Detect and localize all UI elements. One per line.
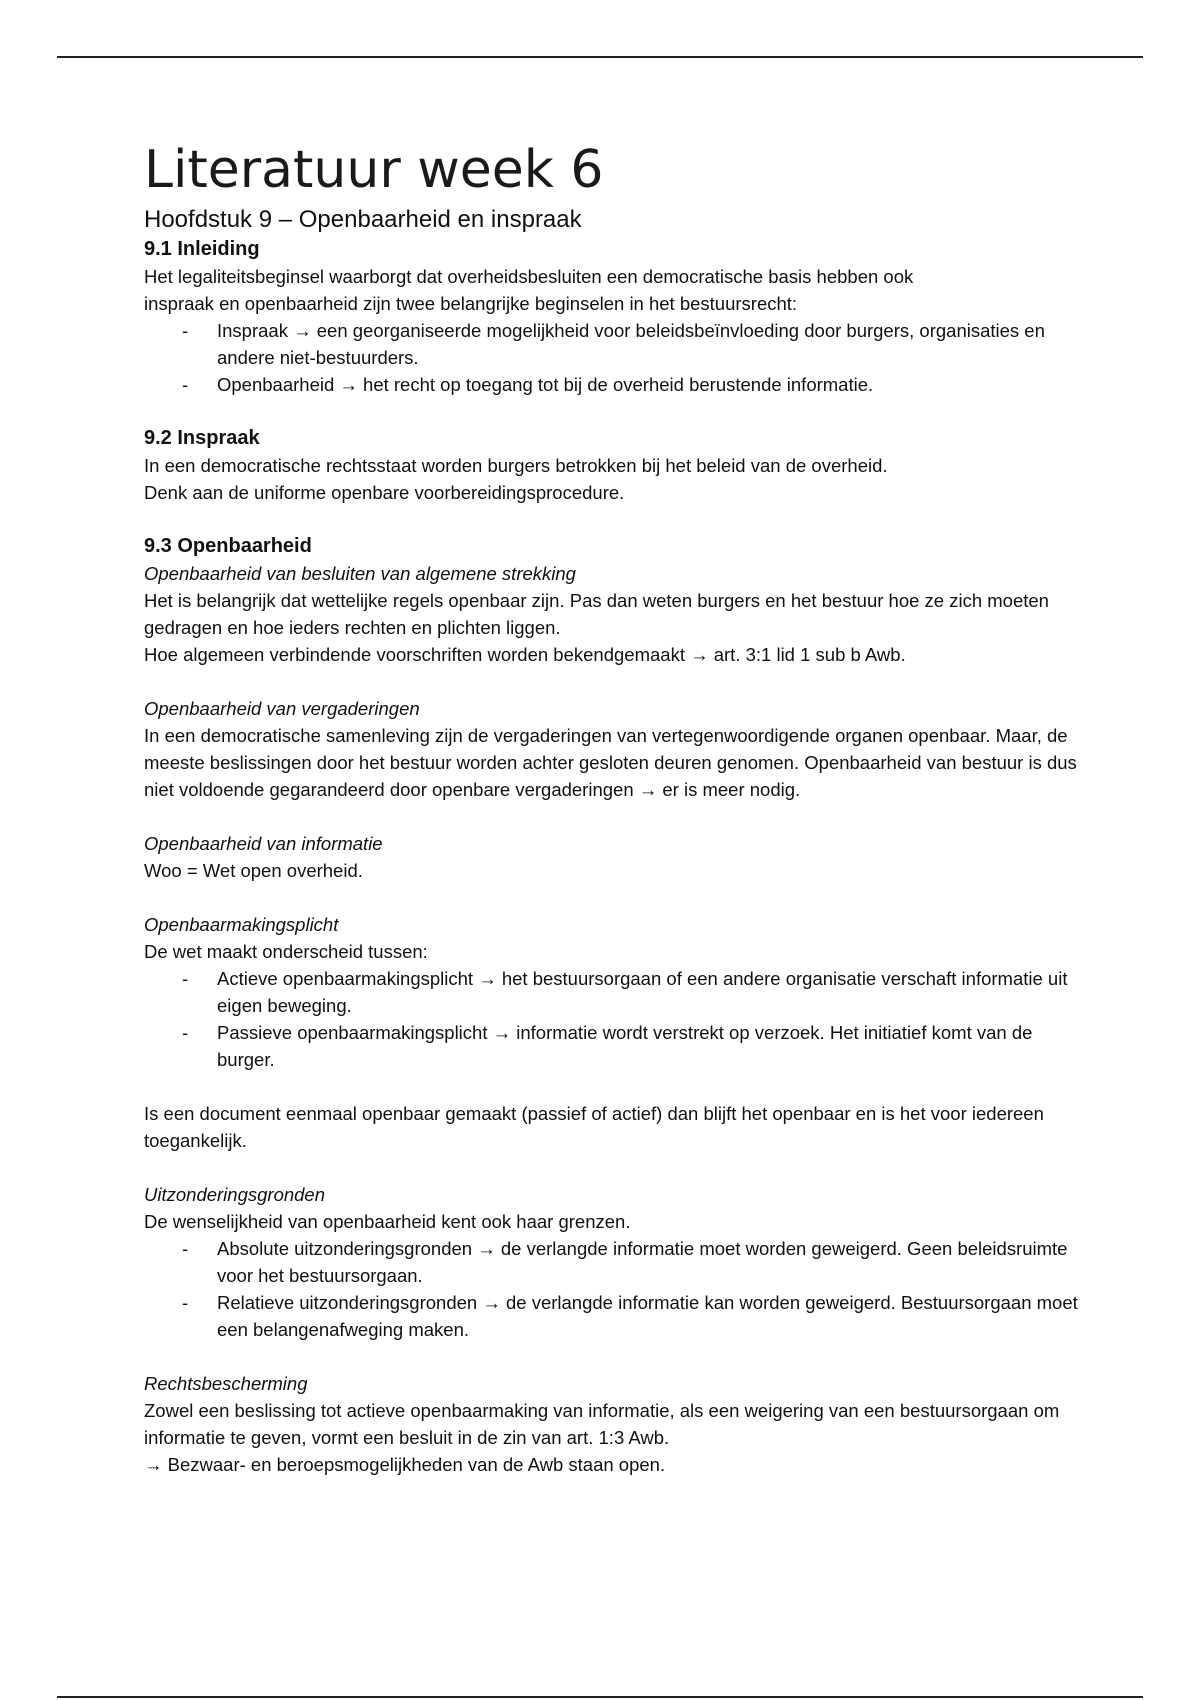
paragraph: inspraak en openbaarheid zijn twee belangrijke beginselen in het bestuursrecht: <box>144 293 798 314</box>
bullet-marker: - <box>182 1022 189 1043</box>
top-rule <box>57 56 1143 58</box>
list-item <box>144 965 1084 1019</box>
paragraph: Zowel een beslissing tot actieve openbaarmaking van informatie, als een weigering van een bestuursorgaan om informatie te geven, vormt een besluit in de zin van art. 1:3 Awb. <box>144 1400 1060 1448</box>
subheading-besluiten: Openbaarheid van besluiten van algemene strekking <box>144 563 576 584</box>
bullet-marker: - <box>182 1292 189 1313</box>
paragraph: In een democratische samenleving zijn de vergaderingen van vertegenwoordigende organen openbaar. Maar, de meeste beslissingen door het bestuur worden achter gesloten deuren genomen. Openbaarheid van bestuur is dus niet voldoende gegarandeerd door openbare vergaderingen → er is meer nodig. <box>144 725 1077 800</box>
paragraph: De wenselijkheid van openbaarheid kent ook haar grenzen. <box>144 1211 631 1232</box>
paragraph: In een democratische rechtsstaat worden burgers betrokken bij het beleid van de overheid. <box>144 455 888 476</box>
list-item <box>144 1235 1084 1289</box>
list-item-text: Relatieve uitzonderingsgronden → de verlangde informatie kan worden geweigerd. Bestuursorgaan moet een belangenafweging maken. <box>217 1292 1078 1340</box>
bullet-marker: - <box>182 1238 189 1259</box>
list-item-text: Inspraak → een georganiseerde mogelijkheid voor beleidsbeïnvloeding door burgers, organisaties en andere niet-bestuurders. <box>217 320 1045 368</box>
paragraph: De wet maakt onderscheid tussen: <box>144 941 428 962</box>
list-item-text: Openbaarheid → het recht op toegang tot bij de overheid berustende informatie. <box>217 374 874 395</box>
subheading-openbaarmakingsplicht: Openbaarmakingsplicht <box>144 914 339 935</box>
bottom-rule <box>57 1696 1143 1698</box>
paragraph: Denk aan de uniforme openbare voorbereidingsprocedure. <box>144 482 625 503</box>
list-item-text: Absolute uitzonderingsgronden → de verlangde informatie moet worden geweigerd. Geen beleidsruimte voor het bestuursorgaan. <box>217 1238 1068 1286</box>
paragraph: Hoe algemeen verbindende voorschriften worden bekendgemaakt → art. 3:1 lid 1 sub b Awb. <box>144 644 906 665</box>
list-item-text: Passieve openbaarmakingsplicht → informatie wordt verstrekt op verzoek. Het initiatief komt van de burger. <box>217 1022 1033 1070</box>
paragraph: Woo = Wet open overheid. <box>144 860 363 881</box>
subheading-vergaderingen: Openbaarheid van vergaderingen <box>144 698 420 719</box>
document-page <box>144 140 1084 1478</box>
section-heading-inleiding: 9.1 Inleiding <box>144 238 260 260</box>
section-heading-openbaarheid: 9.3 Openbaarheid <box>144 535 312 557</box>
bullet-marker: - <box>182 968 189 989</box>
subheading-uitzonderingsgronden: Uitzonderingsgronden <box>144 1184 326 1205</box>
bullet-marker: - <box>182 374 189 395</box>
subheading-rechtsbescherming: Rechtsbescherming <box>144 1373 308 1394</box>
document-title: Literatuur week 6 <box>144 140 604 200</box>
list-item <box>144 1289 1084 1343</box>
paragraph: Het legaliteitsbeginsel waarborgt dat overheidsbesluiten een democratische basis hebben ook <box>144 266 914 287</box>
list-item <box>144 317 1084 371</box>
bullet-list <box>144 1235 1084 1343</box>
chapter-subtitle: Hoofdstuk 9 – Openbaarheid en inspraak <box>144 206 582 233</box>
list-item-text: Actieve openbaarmakingsplicht → het bestuursorgaan of een andere organisatie verschaft informatie uit eigen beweging. <box>217 968 1068 1016</box>
paragraph: Is een document eenmaal openbaar gemaakt (passief of actief) dan blijft het openbaar en is het voor iedereen toegankelijk. <box>144 1103 1044 1151</box>
subheading-informatie: Openbaarheid van informatie <box>144 833 383 854</box>
section-heading-inspraak: 9.2 Inspraak <box>144 427 260 449</box>
bullet-marker: - <box>182 320 189 341</box>
bullet-list <box>144 317 1084 398</box>
paragraph: Het is belangrijk dat wettelijke regels openbaar zijn. Pas dan weten burgers en het bestuur hoe ze zich moeten gedragen en hoe ieders rechten en plichten liggen. <box>144 590 1049 638</box>
list-item <box>144 371 1084 398</box>
bullet-list <box>144 965 1084 1073</box>
list-item <box>144 1019 1084 1073</box>
paragraph: → Bezwaar- en beroepsmogelijkheden van de Awb staan open. <box>144 1454 666 1475</box>
